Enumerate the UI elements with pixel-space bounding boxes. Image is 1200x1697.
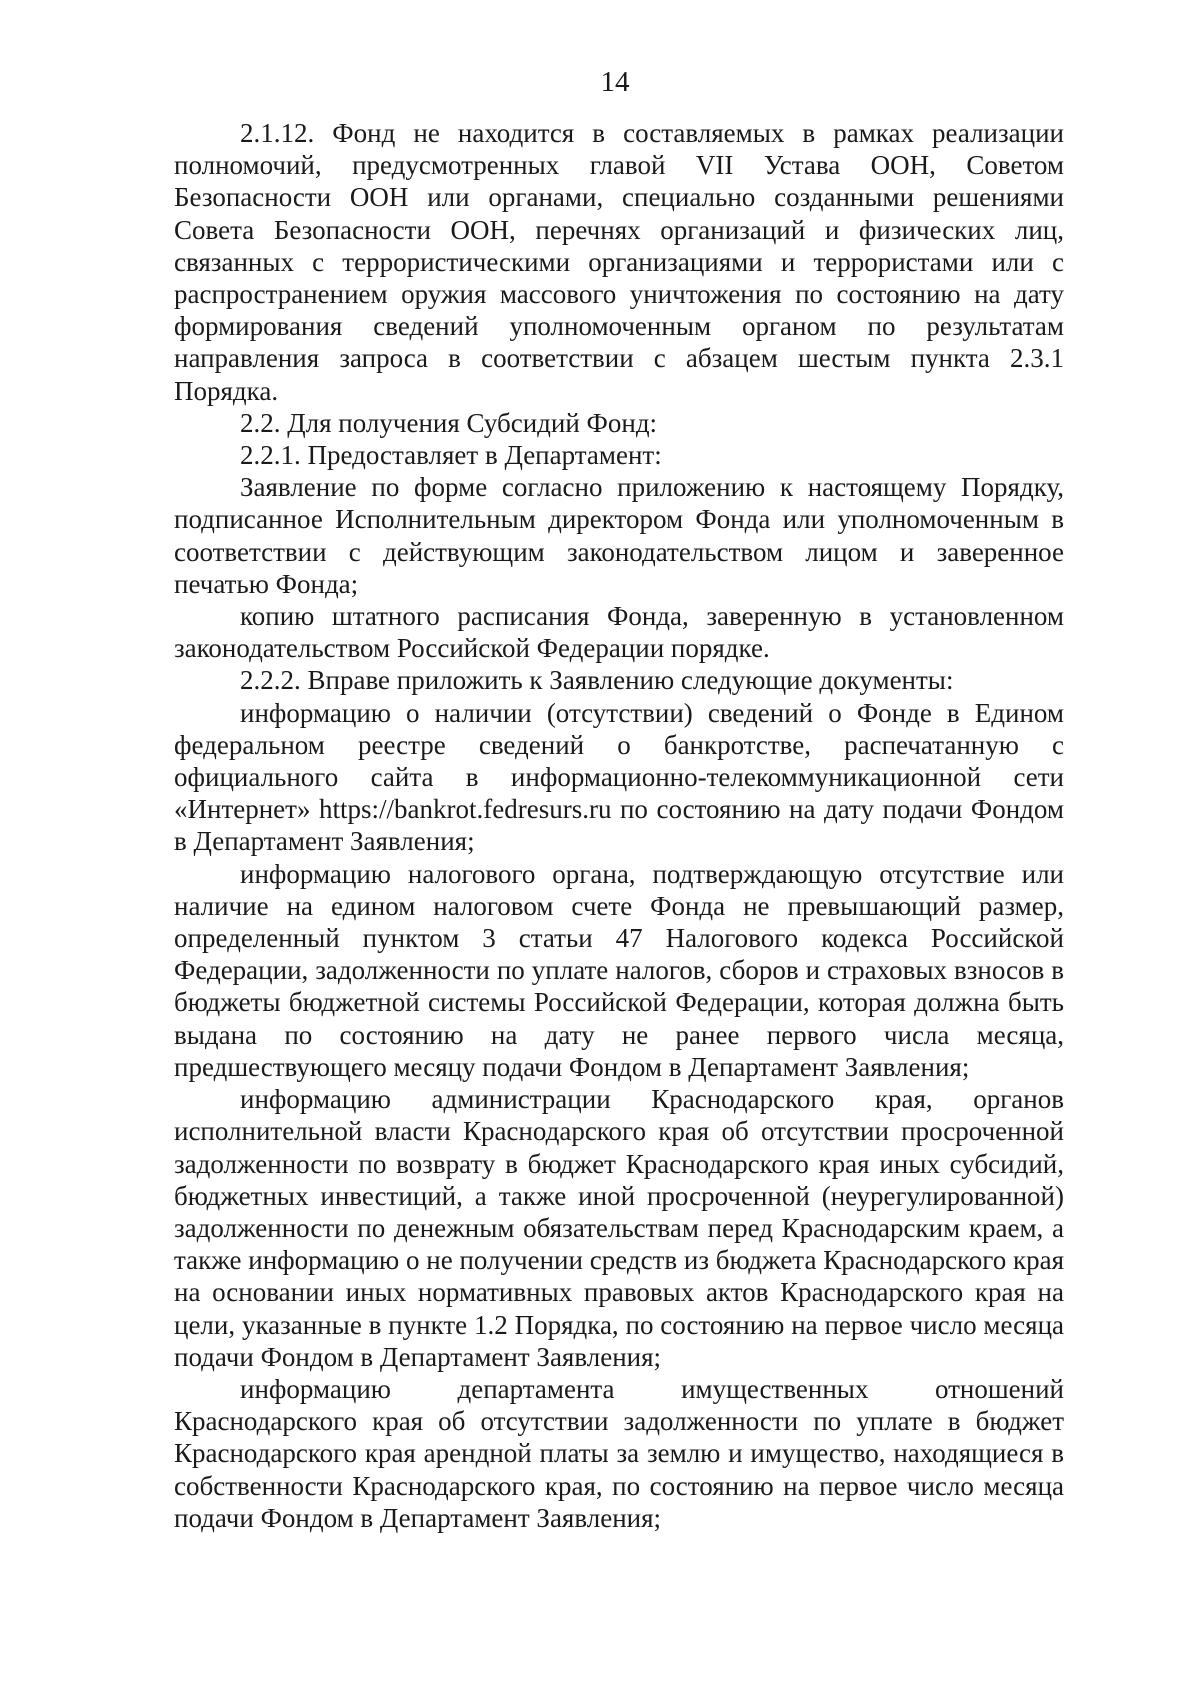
paragraph-2-2: 2.2. Для получения Субсидий Фонд: [240, 407, 658, 438]
paragraph-bankruptcy-info: информацию о наличии (отсутствии) сведений о Фонде в Едином федеральном реестре сведений о банкротстве, распечатанную с официального сайта в информационно-телекоммуникационной сети «Интернет» https://bankrot.fedresurs.ru по состоянию на дату подачи Фондом в Департамент Заявления; [174, 697, 1064, 857]
paragraph-administration-info: информацию администрации Краснодарского края, органов исполнительной власти Краснодарского края об отсутствии просроченной задолженности по возврату в бюджет Краснодарского края иных субсидий, бюджетных инвестиций, а также иной просроченной (неурегулированной) задолженности по денежным обязательствам перед Краснодарским краем, а также информацию о не получении средств из бюджета Краснодарского края на основании иных нормативных правовых актов Краснодарского края на цели, указанные в пункте 1.2 Порядка, по состоянию на первое число месяца подачи Фондом в Департамент Заявления; [174, 1084, 1064, 1372]
page-number: 14 [600, 66, 630, 98]
paragraph-2-1-12: 2.1.12. Фонд не находится в составляемых в рамках реализации полномочий, предусмотренных главой VII Устава ООН, Советом Безопасности ООН или органами, специально созданными решениями Совета Безопасности ООН, перечнях организаций и физических лиц, связанных с террористическими организациями и террористами или с распространением оружия массового уничтожения по состоянию на дату формирования сведений уполномоченным органом по результатам направления запроса в соответствии с абзацем шестым пункта 2.3.1 Порядка. [174, 118, 1064, 406]
document-body [174, 117, 1064, 1534]
paragraph-property-info: информацию департамента имущественных отношений Краснодарского края об отсутствии задолженности по уплате в бюджет Краснодарского края арендной платы за землю и имущество, находящиеся в собственности Краснодарского края, по состоянию на первое число месяца подачи Фондом в Департамент Заявления; [174, 1373, 1064, 1533]
paragraph-tax-info: информацию налогового органа, подтверждающую отсутствие или наличие на едином налоговом счете Фонда не превышающий размер, определенный пунктом 3 статьи 47 Налогового кодекса Российской Федерации, задолженности по уплате налогов, сборов и страховых взносов в бюджеты бюджетной системы Российской Федерации, которая должна быть выдана по состоянию на дату не ранее первого числа месяца, предшествующего месяцу подачи Фондом в Департамент Заявления; [174, 858, 1064, 1082]
paragraph-staff-schedule: копию штатного расписания Фонда, заверенную в установленном законодательством Российской Федерации порядке. [174, 601, 1064, 664]
paragraph-2-2-1: 2.2.1. Предоставляет в Департамент: [240, 440, 662, 471]
paragraph-application: Заявление по форме согласно приложению к настоящему Порядку, подписанное Исполнительным директором Фонда или уполномоченным в соответствии с действующим законодательством лицом и заверенное печатью Фонда; [174, 472, 1064, 599]
paragraph-2-2-2: 2.2.2. Вправе приложить к Заявлению следующие документы: [240, 665, 954, 696]
